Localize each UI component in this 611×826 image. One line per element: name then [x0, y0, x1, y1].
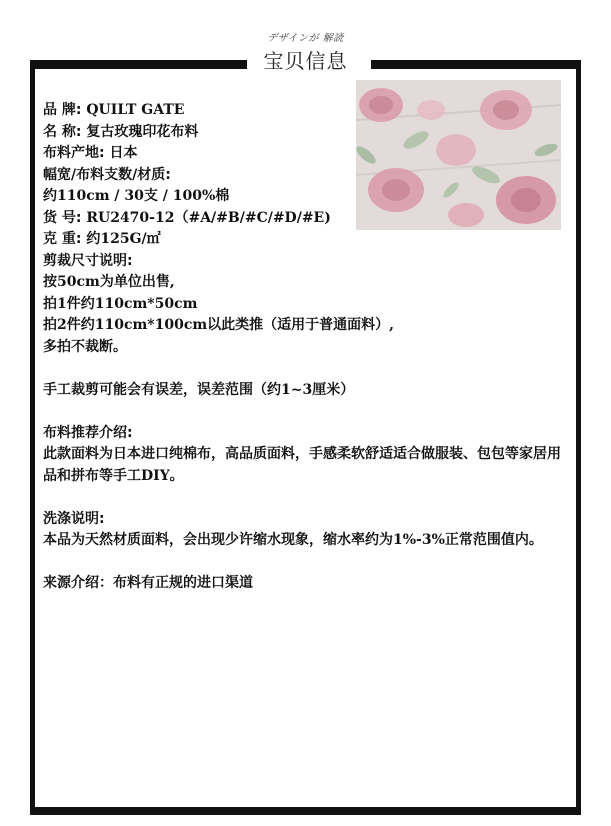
washing-title: 洗涤说明: [43, 510, 105, 527]
origin-value: 日本 [109, 145, 138, 161]
recommend-title: 布料推荐介绍: [43, 424, 133, 441]
washing-body: 本品为天然材质面料，会出现少许缩水现象，缩水率约为1%-3%正常范围值内。 [43, 532, 543, 548]
sku-row [43, 208, 563, 230]
origin-row [43, 143, 563, 165]
brand-label: 品 牌: [43, 102, 82, 118]
cutting-line-3: 拍2件约110cm*100cm以此类推（适用于普通面料）, [43, 317, 395, 333]
weight-value: 约125G/㎡ [86, 231, 161, 247]
product-info [43, 100, 563, 595]
error-note: 手工裁剪可能会有误差，误差范围（约1~3厘米） [43, 381, 355, 398]
spec-label: 幅宽/布料支数/材质: [43, 166, 171, 183]
sku-value: RU2470-12（#A/#B/#C/#D/#E) [86, 209, 331, 226]
spacer [43, 358, 563, 380]
origin-label: 布料产地: [43, 145, 105, 161]
header-subtitle: デザインが 解読 [267, 33, 344, 44]
name-row [43, 122, 563, 144]
cutting-line-4: 多拍不裁断。 [43, 338, 127, 355]
spacer [43, 552, 563, 574]
weight-row [43, 229, 563, 251]
recommend-body: 此款面料为日本进口纯棉布，高品质面料，手感柔软舒适适合做服装、包包等家居用品和拼布等手工DIY。 [43, 446, 561, 484]
spec-value: 约110cm / 30支 / 100%棉 [43, 188, 230, 204]
cutting-title: 剪裁尺寸说明: [43, 252, 133, 269]
sku-label: 货 号: [43, 209, 82, 226]
spacer [43, 401, 563, 423]
spacer [43, 487, 563, 509]
cutting-line-1: 按50cm为单位出售, [43, 274, 175, 290]
name-label: 名 称: [43, 123, 82, 140]
weight-label: 克 重: [43, 231, 82, 247]
page-title: 宝贝信息 [263, 49, 348, 73]
brand-row [43, 100, 563, 122]
brand-value: QUILT GATE [86, 102, 185, 118]
source-note: 来源介绍：布料有正规的进口渠道 [43, 575, 253, 591]
name-value: 复古玫瑰印花布料 [86, 123, 199, 140]
cutting-line-2: 拍1件约110cm*50cm [43, 295, 198, 312]
